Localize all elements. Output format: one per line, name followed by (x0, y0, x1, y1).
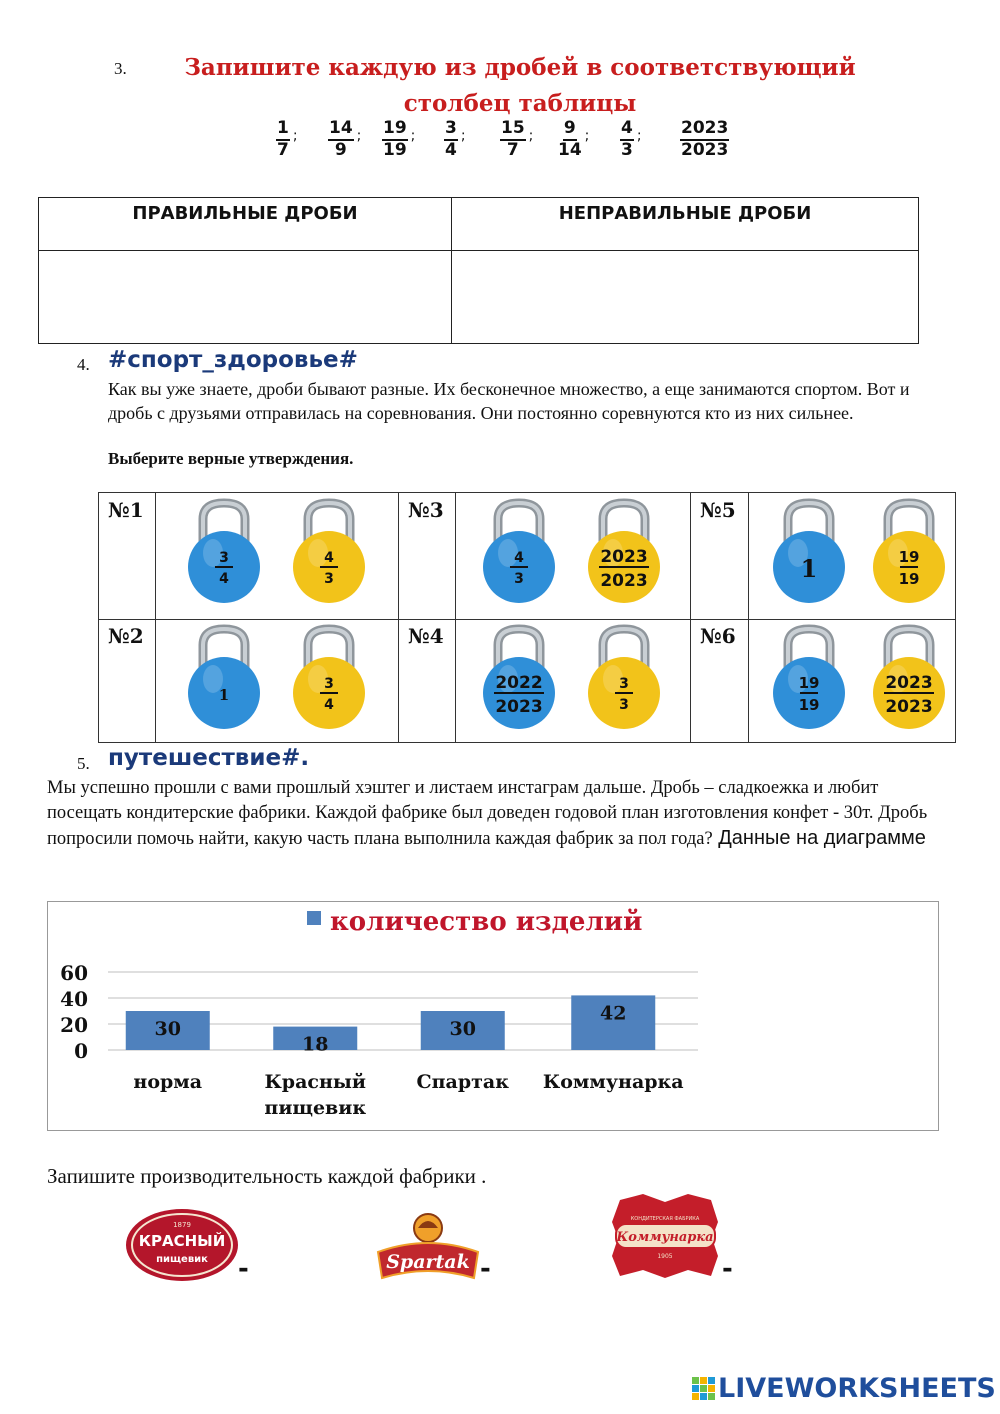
liveworksheets-icon (692, 1377, 716, 1401)
kettlebell-value: 1 (800, 554, 818, 583)
svg-text:КРАСНЫЙ: КРАСНЫЙ (138, 1232, 226, 1250)
proper-fractions-column (39, 198, 452, 343)
x-tick-label: Коммунарка (542, 1071, 684, 1093)
task4-number: 4. (77, 355, 90, 374)
dash-kommunarka: - (722, 1254, 733, 1284)
pair-label: №5 (700, 498, 736, 522)
fraction-item: $\frac{1}{7}$ ; (277, 118, 298, 160)
kettlebell-numerator: 3 (219, 550, 229, 566)
kettlebell-blue (768, 623, 850, 735)
fraction-item: $\frac{15}{7}$ ; (501, 118, 534, 160)
dash-spartak: - (480, 1254, 491, 1284)
fraction-item: $\frac{19}{19}$ ; (383, 118, 416, 160)
dash-krasny: - (238, 1254, 249, 1284)
improper-fractions-header: НЕПРАВИЛЬНЫЕ ДРОБИ (452, 198, 918, 251)
task5-text-tail: Данные на диаграмме (712, 827, 926, 849)
productivity-question: Запишите производительность каждой фабрики . (47, 1164, 487, 1188)
bar-chart-svg (48, 902, 938, 1130)
liveworksheets-brand: LIVEWORKSHEETS (718, 1373, 996, 1404)
kommunarka-logo (608, 1190, 723, 1282)
y-tick-label: 40 (60, 987, 88, 1011)
pair-label: №6 (700, 624, 736, 648)
kettlebell-yellow (868, 497, 950, 609)
kettlebell-numerator: 19 (798, 674, 820, 692)
improper-fractions-column (452, 198, 918, 343)
kettlebell-denominator: 2023 (885, 697, 933, 717)
svg-text:Spartak: Spartak (386, 1251, 470, 1273)
kettlebell-numerator: 3 (324, 676, 334, 692)
kettlebell-blue (478, 497, 560, 609)
kettlebell-denominator: 3 (514, 571, 524, 587)
svg-text:1905: 1905 (657, 1253, 673, 1260)
pair-label: №4 (408, 624, 444, 648)
kettlebell-numerator: 4 (324, 550, 334, 566)
svg-text:пищевик: пищевик (156, 1254, 208, 1265)
chart-title: количество изделий (330, 907, 643, 937)
kettlebell-numerator: 2023 (600, 547, 648, 567)
bar-data-label: 42 (600, 1002, 627, 1025)
kettlebell-denominator: 19 (798, 696, 820, 714)
kettlebell-numerator: 2023 (885, 673, 933, 693)
proper-fractions-header: ПРАВИЛЬНЫЕ ДРОБИ (39, 198, 451, 251)
kettlebell-denominator: 4 (219, 571, 229, 587)
task5-text-main: Мы успешно прошли с вами прошлый хэштег и листаем инстаграм дальше. Дробь – сладкоежка и любит посещать кондитерские фабрики. Каждой фабрике был доведен годовой план изготовления конфет - 30т. Дробь попросили помочь найти, какую часть плана выполнила каждая фабрик за пол года? (47, 778, 928, 849)
pair-label: №2 (108, 624, 144, 648)
fraction-item: $\frac{3}{4}$ ; (445, 118, 466, 160)
proper-fractions-drop-zone[interactable] (39, 251, 451, 343)
grid-divider (155, 493, 156, 742)
task4-instruction: Выберите верные утверждения. (108, 449, 354, 468)
fraction-sort-table (38, 197, 919, 344)
x-tick-label: пищевик (264, 1097, 367, 1119)
kettlebell-numerator: 2022 (495, 673, 543, 693)
kettlebell-numerator: 3 (619, 676, 629, 692)
fraction-item: $\frac{9}{14}$ ; (558, 118, 590, 160)
svg-text:КОНДИТЕРСКАЯ ФАБРИКА: КОНДИТЕРСКАЯ ФАБРИКА (630, 1216, 700, 1222)
kettlebell-yellow (288, 497, 370, 609)
task5-title: путешествие#. (108, 745, 310, 771)
bar-chart (47, 901, 939, 1131)
x-tick-label: Спартак (416, 1071, 509, 1093)
kettlebell-numerator: 4 (514, 550, 524, 566)
kettlebell-denominator: 3 (324, 571, 334, 587)
kettlebell-blue (183, 623, 265, 735)
kettlebell-denominator: 3 (619, 697, 629, 713)
kettlebell-yellow (583, 623, 665, 735)
fraction-item: $\frac{2023}{2023}$ (681, 118, 729, 160)
fraction-item: $\frac{14}{9}$ ; (329, 118, 362, 160)
task3-title: Запишите каждую из дробей в соответствующий столбец таблицы (184, 54, 856, 117)
bar-data-label: 18 (302, 1033, 329, 1056)
kettlebell-blue (478, 623, 560, 735)
x-tick-label: Красный (264, 1071, 366, 1093)
svg-text:1879: 1879 (173, 1221, 191, 1229)
kettlebell-blue (768, 497, 850, 609)
kettlebell-yellow (288, 623, 370, 735)
kettlebell-denominator: 2023 (495, 697, 543, 717)
svg-text:Коммунарка: Коммунарка (616, 1230, 714, 1245)
krasny-pishchevik-logo (125, 1208, 240, 1283)
grid-divider (690, 493, 691, 742)
task4-title: #спорт_здоровье# (108, 347, 358, 373)
task4-text: Как вы уже знаете, дроби бывают разные. Их бесконечное множество, а еще занимаются спортом. Вот и дробь с друзьями отправилась на соревнования. Они постоянно соревнуются кто из них сильнее. (108, 379, 910, 423)
bar-data-label: 30 (449, 1018, 476, 1040)
grid-divider (398, 493, 399, 742)
kettlebell-yellow (583, 497, 665, 609)
y-tick-label: 20 (60, 1013, 88, 1037)
grid-divider (455, 493, 456, 742)
task5-text (47, 776, 947, 852)
kettlebell-denominator: 2023 (600, 571, 648, 591)
kettlebell-yellow (868, 623, 950, 735)
fraction-item: $\frac{4}{3}$ ; (621, 118, 642, 160)
task5-number: 5. (77, 754, 90, 773)
grid-divider (748, 493, 749, 742)
y-tick-label: 0 (74, 1039, 88, 1063)
spartak-logo (374, 1208, 482, 1283)
kettlebell-denominator: 4 (324, 697, 334, 713)
improper-fractions-drop-zone[interactable] (452, 251, 918, 343)
bar-data-label: 30 (154, 1018, 181, 1040)
kettlebell-numerator: 19 (898, 548, 920, 566)
pair-label: №3 (408, 498, 444, 522)
kettlebell-value: 1 (218, 686, 230, 704)
grid-divider (99, 619, 955, 620)
kettlebell-denominator: 19 (898, 570, 920, 588)
task3-number: 3. (114, 59, 127, 78)
legend-swatch (307, 911, 321, 925)
pair-label: №1 (108, 498, 144, 522)
kettlebell-blue (183, 497, 265, 609)
x-tick-label: норма (133, 1071, 203, 1093)
y-tick-label: 60 (60, 961, 88, 985)
